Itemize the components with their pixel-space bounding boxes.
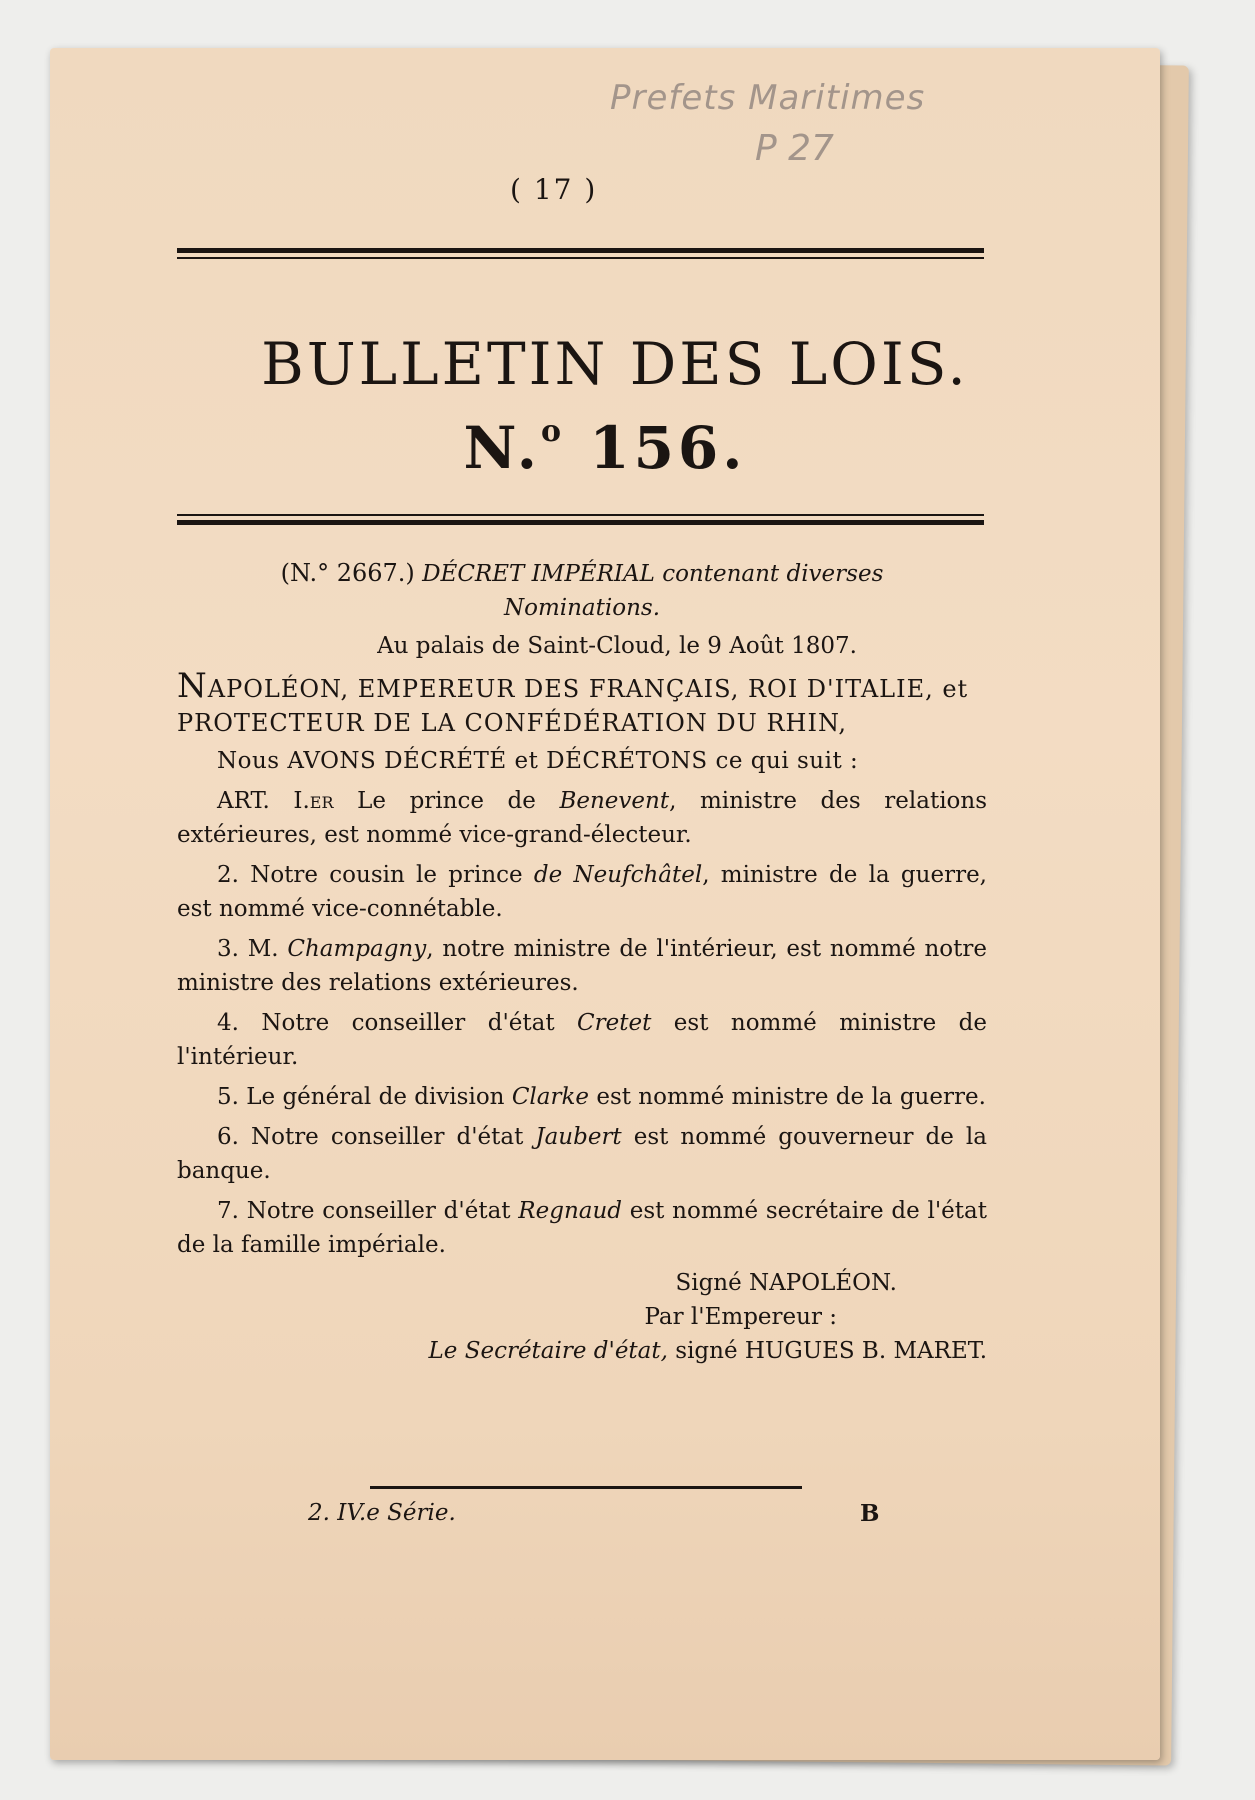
article-5 — [177, 1080, 987, 1114]
footer-series: 2. IV.e Série. — [308, 1500, 456, 1526]
handwritten-note — [610, 76, 950, 120]
top-double-rule — [177, 248, 984, 259]
article-text: Notre conseiller d'état — [238, 1198, 519, 1224]
footer-signature-mark: B — [860, 1500, 880, 1527]
article-text: Notre cousin le prince — [238, 862, 534, 888]
article-text: Notre conseiller d'état — [238, 1124, 536, 1150]
footer-rule — [370, 1486, 802, 1489]
decree-title-caps: DÉCRET IMPÉRIAL — [422, 561, 655, 587]
number-value: 156. — [565, 414, 747, 482]
article-text: , notre ministre de l'intérieur, est nommé notre ministre des relations extérieures. — [177, 936, 988, 996]
decree-title-line2: Nominations. — [503, 595, 661, 621]
article-text: M. — [238, 936, 288, 962]
article-lead: 6. — [217, 1124, 239, 1150]
article-lead: 7. — [217, 1198, 239, 1224]
bulletin-number — [50, 414, 1160, 482]
article-text: est nommé secrétaire de l'état de la famille impériale. — [177, 1198, 987, 1258]
title-double-rule — [177, 514, 984, 525]
article-name: Clarke — [511, 1084, 590, 1110]
by-emperor-line: Par l'Empereur : — [644, 1304, 837, 1330]
article-text: est nommé gouverneur de la banque. — [177, 1124, 987, 1184]
article-name: Benevent — [559, 788, 670, 814]
decree-body — [177, 556, 987, 1368]
article-3 — [177, 932, 987, 1000]
article-lead: 2. — [217, 862, 239, 888]
article-text: Notre conseiller d'état — [238, 1010, 578, 1036]
article-text: Le général de division — [238, 1084, 512, 1110]
decree-number: (N.° 2667.) — [280, 559, 415, 587]
decree-heading — [177, 556, 987, 625]
article-name: Cretet — [577, 1010, 652, 1036]
article-lead: 3. — [217, 936, 239, 962]
article-7 — [177, 1194, 987, 1262]
article-2 — [177, 858, 987, 926]
articles-list — [177, 784, 987, 1262]
handwritten-note-line1: Prefets Maritimes — [610, 78, 926, 118]
document-page — [50, 48, 1160, 1760]
article-text: est nommé ministre de la guerre. — [589, 1084, 986, 1110]
decree-preamble — [177, 666, 987, 740]
page-number: ( 17 ) — [510, 173, 598, 206]
bulletin-title: BULLETIN DES LOIS. — [261, 330, 969, 398]
article-name: Champagny — [287, 936, 427, 962]
article-name: Jaubert — [535, 1124, 622, 1150]
article-text: , ministre des relations extérieures, est nommé vice-grand-électeur. — [177, 788, 988, 848]
number-prefix: N. — [463, 414, 541, 482]
article-text: , ministre de la guerre, est nommé vice-connétable. — [177, 862, 987, 922]
handwritten-note-ref: P 27 — [755, 128, 834, 169]
article-lead: 4. — [217, 1010, 239, 1036]
article-4 — [177, 1006, 987, 1074]
secretary-name: signé HUGUES B. MARET. — [667, 1338, 987, 1364]
article-6 — [177, 1120, 987, 1188]
secretary-title: Le Secrétaire d'état, — [428, 1338, 668, 1364]
article-lead: 5. — [217, 1084, 239, 1110]
decree-intro: Nous AVONS DÉCRÉTÉ et DÉCRÉTONS ce qui suit : — [217, 748, 859, 774]
number-sup: o — [541, 414, 566, 449]
article-text: est nommé ministre de l'intérieur. — [177, 1010, 987, 1070]
preamble-initial: N — [177, 666, 208, 706]
secretary-line — [177, 1334, 987, 1368]
signed-line: Signé NAPOLÉON. — [675, 1270, 897, 1296]
article-text: Le prince de — [333, 788, 560, 814]
article-lead: ART. I.er — [217, 788, 334, 814]
article-name: Regnaud — [518, 1198, 623, 1224]
preamble-text: APOLÉON, EMPEREUR DES FRANÇAIS, ROI D'ITALIE, et PROTECTEUR DE LA CONFÉDÉRATION DU RHIN, — [177, 675, 969, 737]
article-1 — [177, 784, 987, 852]
decree-title-rest: contenant diverses — [662, 561, 884, 587]
article-name: de Neufchâtel — [533, 862, 703, 888]
decree-date: Au palais de Saint-Cloud, le 9 Août 1807. — [377, 633, 857, 659]
